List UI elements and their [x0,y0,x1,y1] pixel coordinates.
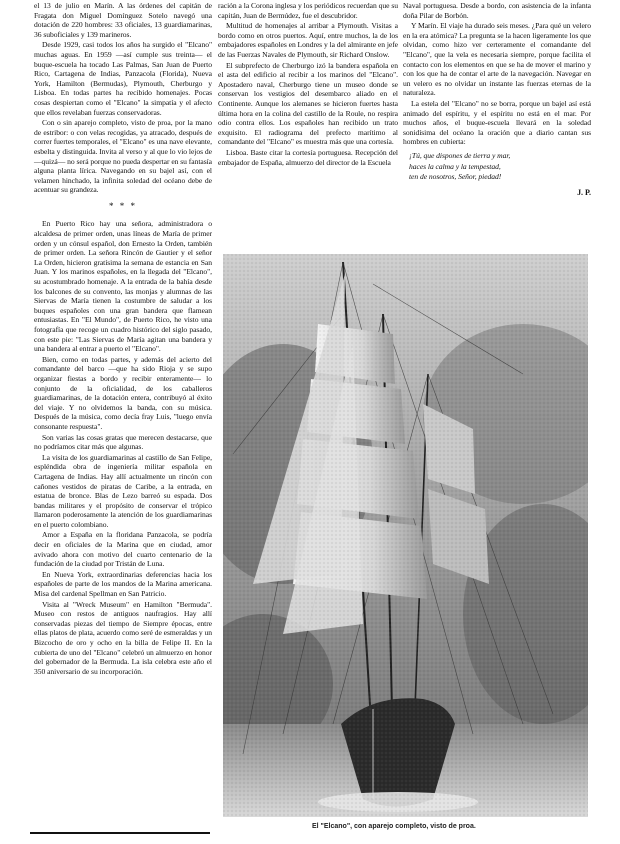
column-2-paragraph: Lisboa. Baste citar la cortesía portuguesa. Recepción del embajador de España, almuerzo del director de la Escuela [218,147,398,167]
article-column-2 [218,1,398,168]
column-2-paragraph: El subprefecto de Cherburgo izó la bandera española en el asta del edificio al recibir a los marinos del "Elcano". Apostadero naval, Cherburgo tiene un museo donde se conservan los vestigios del desembarco aliado en el Continente. Aunque los alemanes se hicieron fuertes hasta última hora en la colina del castillo de la Roule, no respira odio contra ellos. Los españoles han recibido un trato exquisito. El radiograma del prefecto marítimo al comandante del "Elcano" es muestra más que una cortesía. [218,60,398,147]
prayer-verse [403,151,591,182]
column-1-paragraph: En Puerto Rico hay una señora, administradora o alcaldesa de primer orden, unas líneas de María de primer orden y un cónsul español, don Ernesto la Orden, también de primer orden. La señora Rincón de Gautier y el señor La Orden, hicieron gratísima la semana de estancia en San Juan. Y los marinos españoles, en la llegada del "Elcano", su acostumbrado homenaje. A la entrada de la bahía desde los balcones de su convento, las monjas y alumnas de las Siervas de María tienen la costumbre de saludar a los buques españoles con una gran bandera que flamean entusiastas. En "El Mundo", de Puerto Rico, he visto una fotografía que recoge un cuadro histórico del siglo pasado, con este pie: "Las Siervas de María agitan una bandera y una bandera al entrar a puerto el "Elcano". [34,219,212,354]
photo-caption: El "Elcano", con aparejo completo, visto de proa. [312,823,476,830]
section-separator: * * * [109,200,137,211]
column-1-paragraph: En Nueva York, extraordinarias deferencias hacia los españoles de parte de los mandos de la Marina americana. Misa del cardenal Spellman en San Patricio. [34,569,212,599]
column-2-paragraph: Multitud de homenajes al arribar a Plymouth. Visitas a bordo como en otros puertos. Aquí, entre muchos, la de los embajadores españoles en Londres y la del almirante en jefe de las Fuerzas Navales de Plymouth, sir Richard Onslow. [218,21,398,59]
article-column-3 [403,1,591,197]
column-1-paragraph: Visita al "Wreck Museum" en Hamilton "Bermuda". Museo con restos de antiguos naufragios. Hay allí conservadas piezas del tiempo de Siempre épocas, entre ellas platos de plata, acuerdo como seré de esmeraldas y un Bizcocho de oro y ocho en la billa de Felipe II. En la cubierta de uno del "Elcano" celebró un almuerzo en honor del gobernador de la Bermuda. La isla celebra este año el 350 aniversario de su incorporación. [34,599,212,676]
column-1-paragraph: Con o sin aparejo completo, visto de proa, por la mano de estribor: o con velas recogidas, ya atracado, después de correr fuertes temporales, el "Elcano" es una nave elevante, esbelta y distinguida. Invita al verso y al que lo vio lejos de —quizá— no será porque no pueda despertar en su fantasía alguna planta lírica. Navegando en su bajel así, con el velamen hinchado, la infinita soledad del océano debe de acentuar su grandeza. [34,118,212,195]
verse-line-2: haces la calma y la tempestad, [409,161,501,171]
column-3-paragraphs [403,1,591,147]
column-3-paragraph: Naval portuguesa. Desde a bordo, con asistencia de la infanta doña Pilar de Borbón. [403,1,591,20]
verse-line-3: ten de nosotros, Señor, piedad! [409,172,502,182]
column-1-paragraph: Bien, como en todas partes, y además del acierto del comandante del barco —que ha sido Rioja y se supo organizar fiestas a bordo y recibir enteramente— lo conjunto de la oficialidad, de los caballeros guardiamarinas, de la dotación entera, contribuyó al éxito del viaje. Y no olvidemos la banda, con su música. Después de la música, como decía fray Luis, "luego envía consonante respuesta". [34,354,212,431]
column-1-paragraph: Son varias las cosas gratas que merecen destacarse, que no podríamos citar más que algunas. [34,432,212,452]
verse-line-1: ¡Tú, que dispones de tierra y mar, [409,150,511,160]
author-signature: J. P. [577,187,591,197]
bottom-divider [30,832,210,834]
column-1-paragraph: Desde 1929, casi todos los años ha surgido el "Elcano" muchas aguas. En 1959 —así cumple sus treinta— el buque-escuela ha tocado Las Palmas, San Juan de Puerto Rico, Cartagena de Indias, Panzacola (Florida), Nueva York, Hamilton (Bermudas), Plymouth, Cherburgo y Lisboa. En todas partes ha recibido homenajes. Pocas cosas despiertan como el "Elcano" la simpatía y el afecto que ellos revelaban fuerzas conservadoras. [34,40,212,117]
column-1-paragraph: Amor a España en la floridana Panzacola, se podría decir en oficiales de la Marina que en ciudad, amor avivado ahora con motivo del cuarto centenario de la fundación de la ciudad por Tristán de Luna. [34,530,212,569]
column-1-paragraph: el 13 de julio en Marín. A las órdenes del capitán de Fragata don Miguel Domínguez Sotelo navegó una dotación de 220 hombres: 33 oficiales, 13 guardiamarinas, 36 suboficiales y 139 marineros. [34,1,212,39]
column-3-paragraph: Y Marín. El viaje ha durado seis meses. ¿Para qué un velero en la era atómica? La pregunta se la hacen ligeramente los que olvidan, como hizo ver certeramente el comandante del "Elcano", que la vela es necesaria siempre, porque facilita el contacto con los elementos en que se ha de mover el marino y con los que ha de contar el arte de la navegación. Navegar en un velero es no olvidar un instante las fuerzas eternas de la naturaleza. [403,21,591,98]
column-3-paragraph: La estela del "Elcano" no se borra, porque un bajel así está animado del espíritu, y el espíritu no está en el mar. Por muchos años, el buque-escuela llevará en la soledad sonidísima del océano la oración que a diario cantan sus hombres en cubierta: [403,98,591,147]
sailing-ship-photo [223,254,588,817]
column-2-paragraph: ración a la Corona inglesa y los periódicos recuerdan que su capitán, Juan de Bermúdez, fue el descubridor. [218,1,398,20]
column-1-paragraph: La visita de los guardiamarinas al castillo de San Felipe, espléndida obra de ingeniería militar española en Cartagena de Indias. Hay allí actualmente un rincón con cañones vestidos de piratas de Caribe, a la entrada, en estatua de bronce. Blas de Lezo barreó su espada. Dos bandas militares y el propósito de conservar el trópico llamaron poderosamente la atención de los guardiamarinas en el puerto colombiano. [34,452,212,529]
article-column-1 [34,1,212,677]
